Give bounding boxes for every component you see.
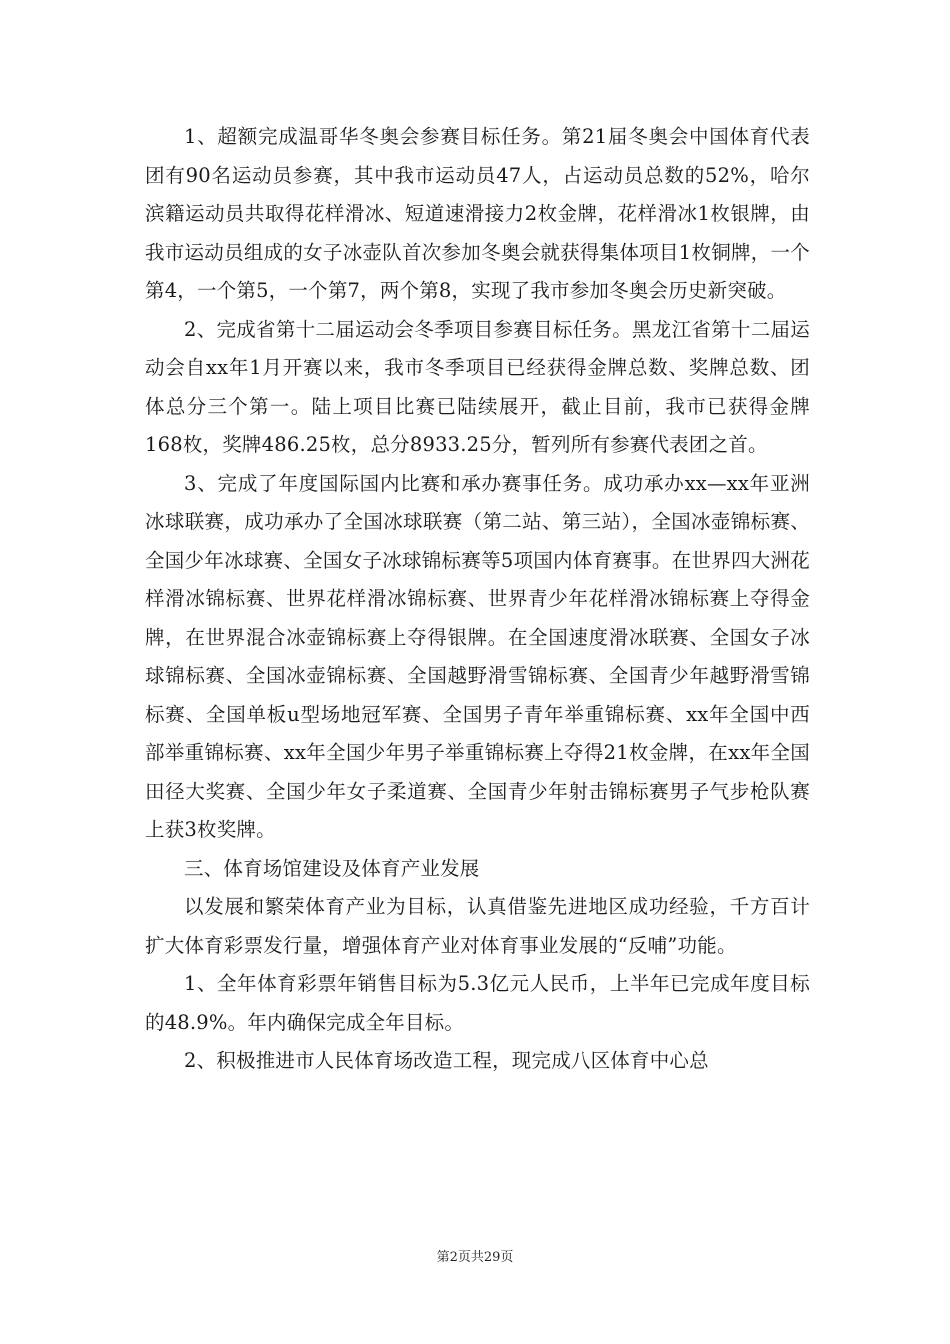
paragraph-competitions-hosted: 3、完成了年度国际国内比赛和承办赛事任务。成功承办xx—xx年亚洲冰球联赛，成功承办了全国冰球联赛（第二站、第三站），全国冰壶锦标赛、全国少年冰球赛、全国女子冰球锦标赛等5项国内体育赛事。在世界四大洲花样滑冰锦标赛、世界花样滑冰锦标赛、世界青少年花样滑冰锦标赛上夺得金牌，在世界混合冰壶锦标赛上夺得银牌。在全国速度滑冰联赛、全国女子冰球锦标赛、全国冰壶锦标赛、全国越野滑雪锦标赛、全国青少年越野滑雪锦标赛、全国单板u型场地冠军赛、全国男子青年举重锦标赛、xx年全国中西部举重锦标赛、xx年全国少年男子举重锦标赛上夺得21枚金牌，在xx年全国田径大奖赛、全国少年女子柔道赛、全国青少年射击锦标赛男子气步枪队赛上获3枚奖牌。 [145, 471, 810, 841]
document-body [145, 118, 810, 1081]
page-number-footer: 第2页共29页 [436, 1250, 514, 1265]
paragraph-provincial-games: 2、完成省第十二届运动会冬季项目参赛目标任务。黑龙江省第十二届运动会自xx年1月开赛以来，我市冬季项目已经获得金牌总数、奖牌总数、团体总分三个第一。陆上项目比赛已陆续展开，截止目前，我市已获得金牌168枚，奖牌486.25枚，总分8933.25分，暂列所有参赛代表团之首。 [145, 317, 810, 456]
paragraph-lottery-sales: 1、全年体育彩票年销售目标为5.3亿元人民币，上半年已完成年度目标的48.9%。年内确保完成全年目标。 [145, 972, 810, 1034]
paragraph-stadium-renovation: 2、积极推进市人民体育场改造工程，现完成八区体育中心总 [184, 1049, 709, 1072]
section-heading-venues-industry: 三、体育场馆建设及体育产业发展 [184, 856, 480, 880]
paragraph-winter-olympics: 1、超额完成温哥华冬奥会参赛目标任务。第21届冬奥会中国体育代表团有90名运动员参赛，其中我市运动员47人，占运动员总数的52%，哈尔滨籍运动员共取得花样滑冰、短道速滑接力2枚金牌，花样滑冰1枚银牌，由我市运动员组成的女子冰壶队首次参加冬奥会就获得集体项目1枚铜牌，一个第4，一个第5，一个第7，两个第8，实现了我市参加冬奥会历史新突破。 [145, 125, 810, 302]
paragraph-industry-goal: 以发展和繁荣体育产业为目标，认真借鉴先进地区成功经验，千方百计扩大体育彩票发行量，增强体育产业对体育事业发展的“反哺”功能。 [145, 895, 810, 957]
